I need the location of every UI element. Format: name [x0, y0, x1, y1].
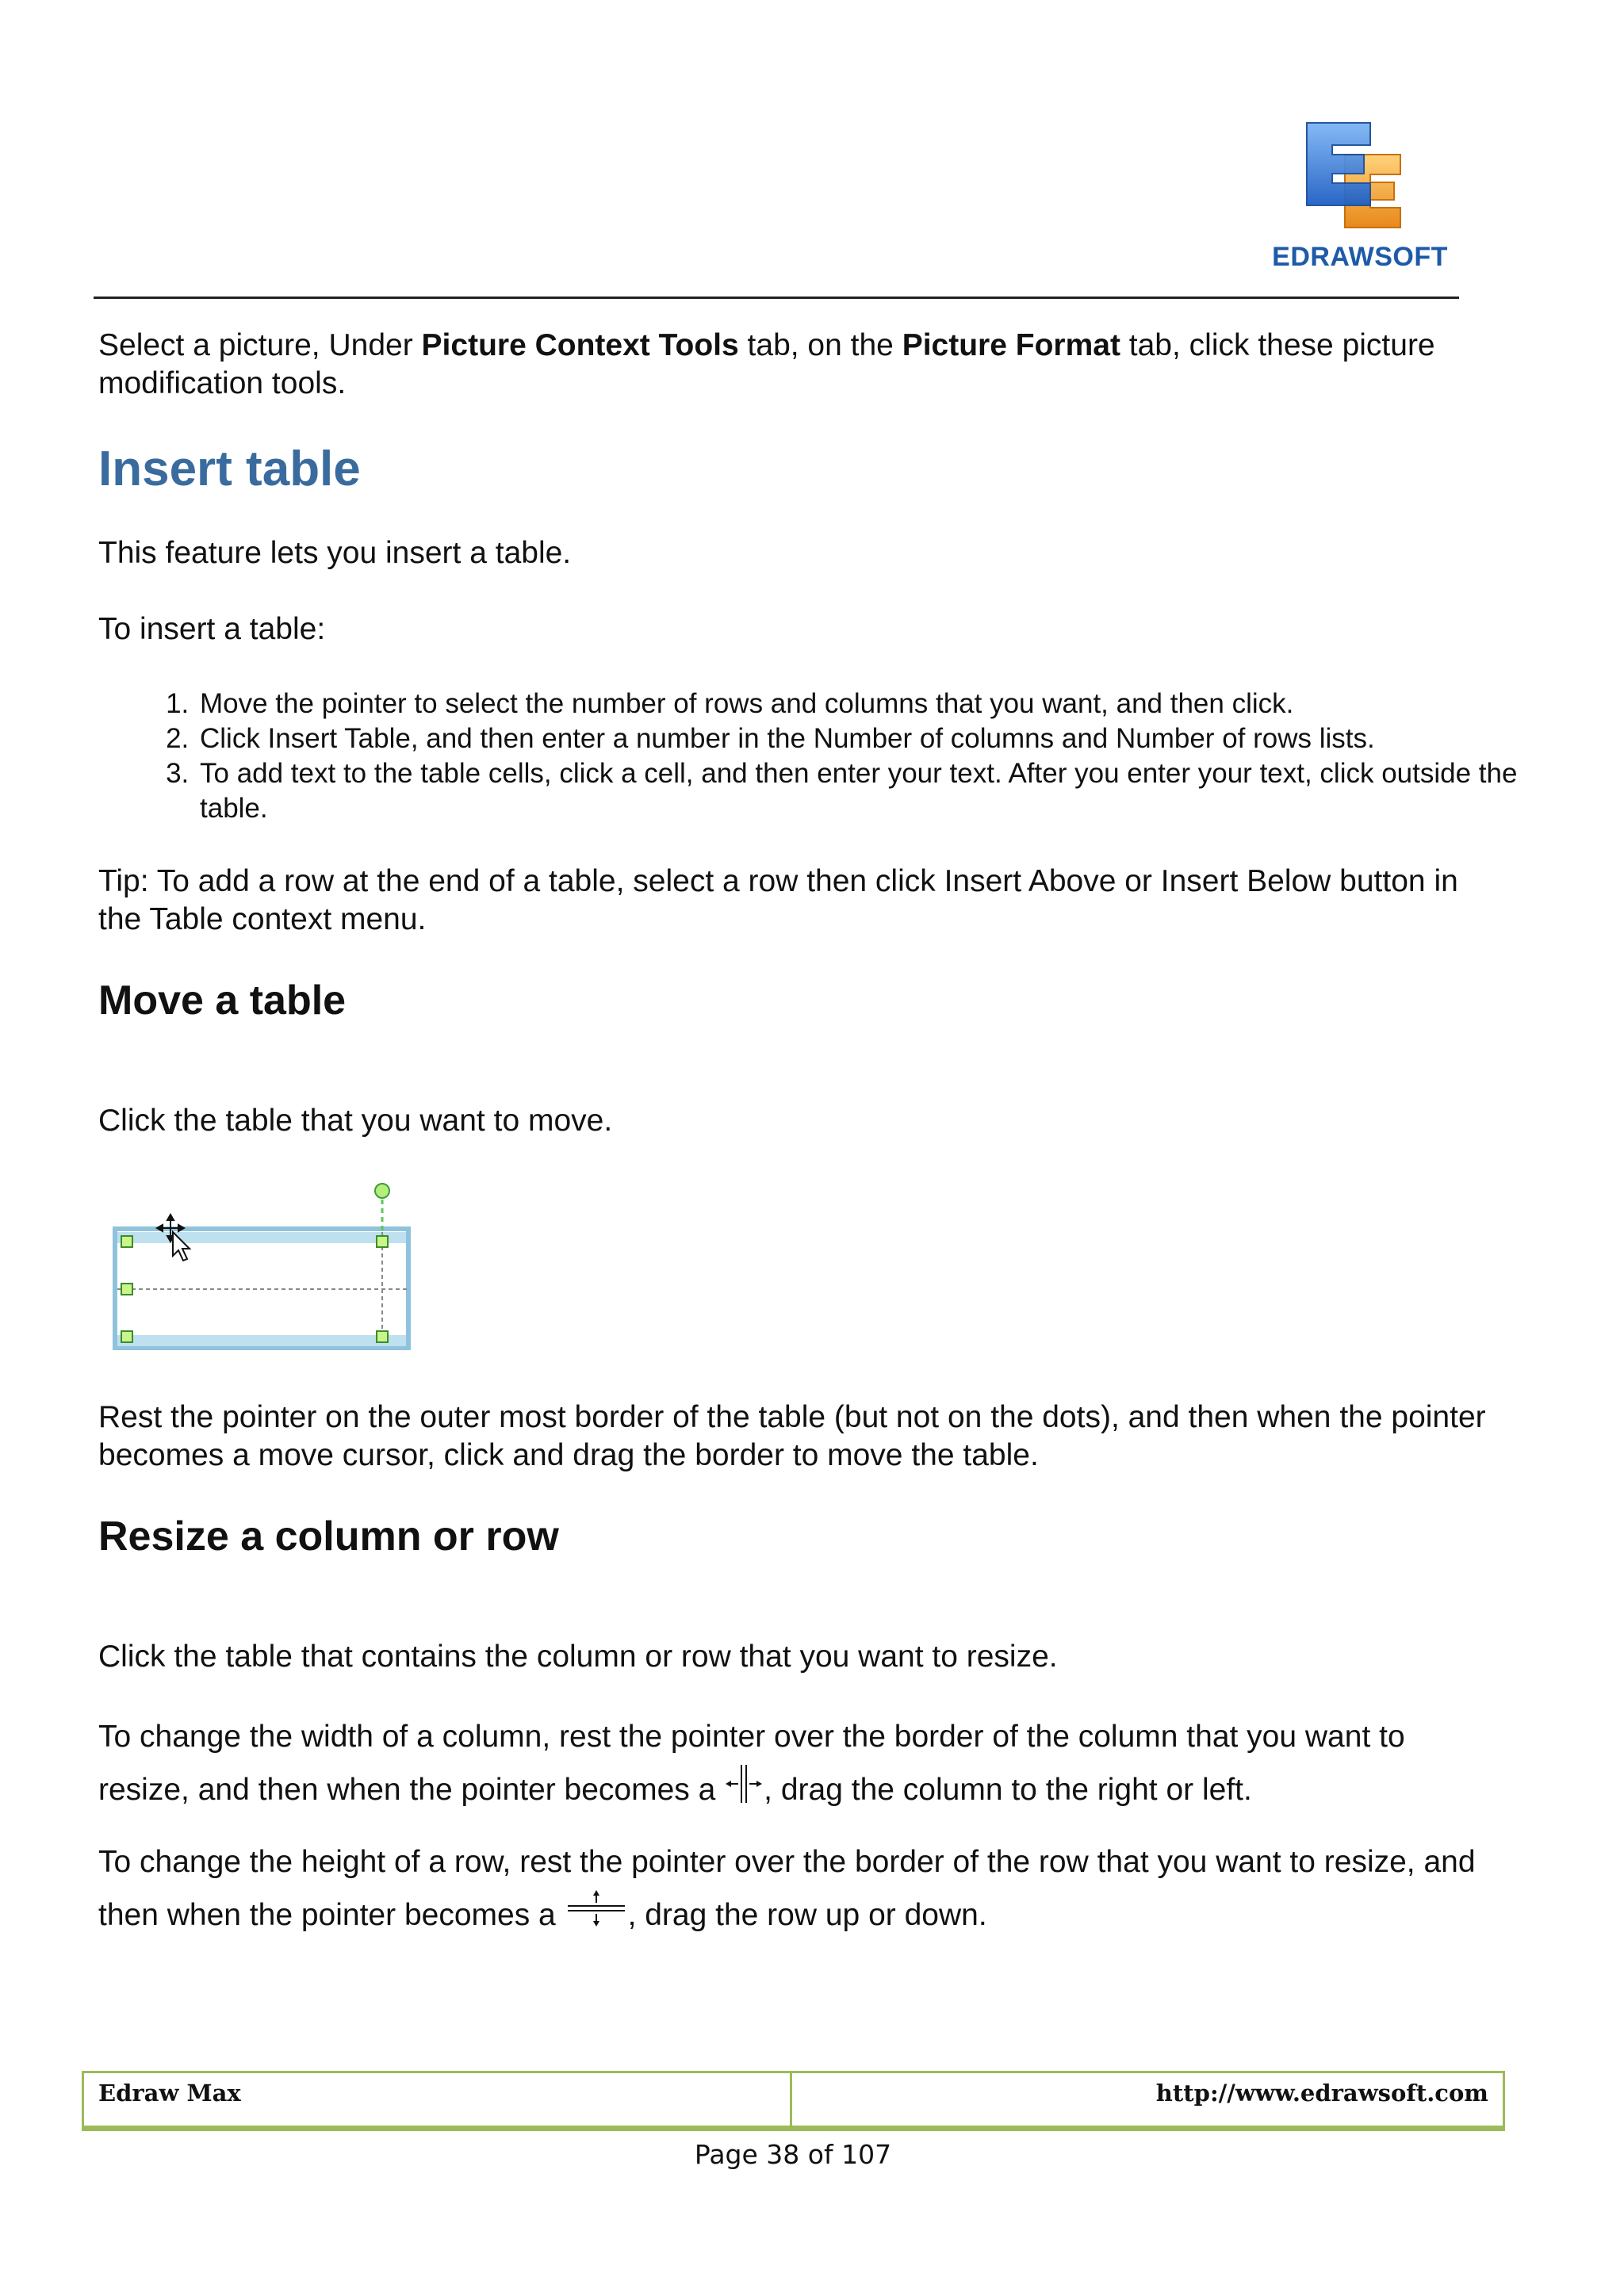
step-item: 3. To add text to the table cells, click a cell, and then enter your text. After you enter your text, click outside the table. [197, 756, 1592, 826]
resize-heading: Resize a column or row [98, 1513, 559, 1559]
resize-row-text: , drag the row up or down. [627, 1897, 987, 1932]
footer-table [82, 2071, 1505, 2131]
footer-divider [790, 2073, 792, 2126]
intro-paragraph [98, 327, 1494, 403]
insert-table-tip: Tip: To add a row at the end of a table, select a row then click Insert Above or Insert Below button in the Table context menu. [98, 864, 1458, 936]
edrawsoft-logo-icon [1299, 119, 1410, 238]
resize-column-paragraph [98, 1712, 1494, 1821]
insert-table-heading: Insert table [98, 442, 361, 496]
resize-instruction: Click the table that contains the column or row that you want to resize. [98, 1640, 1058, 1674]
step-item: 2. Click Insert Table, and then enter a number in the Number of columns and Number of rows lists. [197, 721, 1592, 756]
column-resize-cursor-icon [724, 1762, 764, 1821]
move-table-heading: Move a table [98, 978, 347, 1024]
logo-text: EDRAWSOFT [1272, 242, 1448, 272]
move-table-description: Rest the pointer on the outer most border of the table (but not on the dots), and then when the pointer becomes a move cursor, click and drag the border to move the table. [98, 1400, 1486, 1472]
move-table-illustration [111, 1173, 412, 1356]
step-item: 1. Move the pointer to select the number of rows and columns that you want, and then click. [197, 687, 1592, 721]
resize-column-text: To change the width of a column, rest the pointer over the border of the column that you want to resize, and then when the pointer becomes a [98, 1720, 1405, 1807]
intro-bold-picture-format: Picture Format [902, 328, 1120, 362]
intro-text: tab, click these picture modification tools. [98, 328, 1435, 400]
edrawsoft-logo [1269, 119, 1451, 277]
intro-text: tab, on the [738, 328, 902, 362]
insert-table-steps [98, 687, 1592, 826]
resize-column-text: , drag the column to the right or left. [764, 1772, 1252, 1807]
resize-row-text: To change the height of a row, rest the pointer over the border of the row that you want to resize, and then when the pointer becomes a [98, 1845, 1476, 1932]
insert-table-intro: To insert a table: [98, 612, 326, 646]
insert-table-description: This feature lets you insert a table. [98, 536, 572, 570]
page-number: Page 38 of 107 [694, 2139, 892, 2170]
row-resize-cursor-icon [565, 1887, 628, 1946]
move-table-instruction: Click the table that you want to move. [98, 1104, 613, 1138]
footer-product-name: Edraw Max [98, 2080, 241, 2107]
resize-row-paragraph [98, 1838, 1494, 1946]
intro-bold-context-tools: Picture Context Tools [421, 328, 739, 362]
header-rule [94, 297, 1459, 299]
intro-text: Select a picture, Under [98, 328, 422, 362]
footer-website-link[interactable]: http://www.edrawsoft.com [1155, 2080, 1488, 2107]
